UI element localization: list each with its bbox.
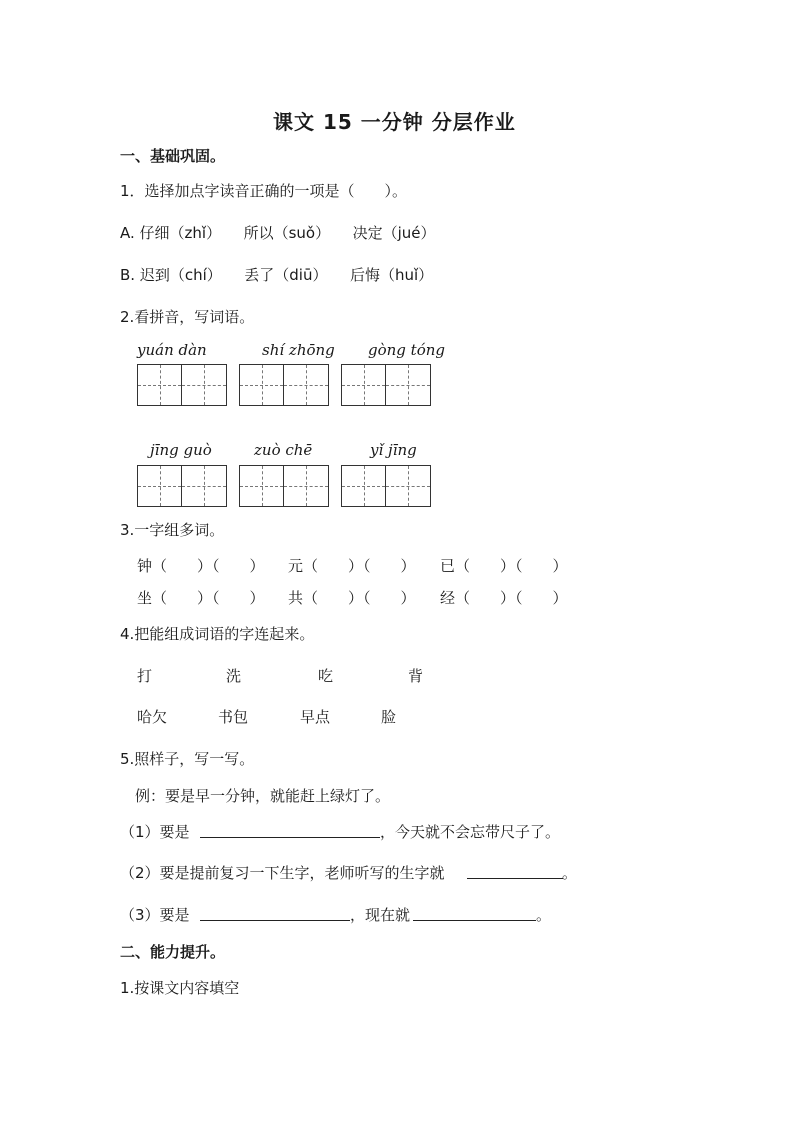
q5-sentence-1-start: （1）要是 [120, 823, 190, 841]
section-advanced-heading: 二、能力提升。 [120, 943, 226, 961]
grid-cell[interactable] [284, 364, 329, 406]
q5-example: 例：要是早一分钟，就能赶上绿灯了。 [135, 787, 391, 805]
grid-cell[interactable] [386, 465, 431, 507]
pinyin-label: jīng guò [150, 441, 212, 459]
q1-option-a: A. 仔细（zhǐ） 所以（suǒ） 决定（jué） [120, 224, 436, 242]
writing-grid[interactable] [239, 465, 329, 507]
section2-q1-prompt: 1.按课文内容填空 [120, 979, 240, 997]
q5-sentence-1-end: ，今天就不会忘带尺子了。 [380, 823, 561, 841]
q5-sentence-3-mid: ，现在就 [350, 906, 411, 924]
grid-cell[interactable] [137, 465, 182, 507]
q1-prompt: 1．选择加点字读音正确的一项是（ ）。 [120, 182, 408, 200]
grid-cell[interactable] [284, 465, 329, 507]
grid-cell[interactable] [137, 364, 182, 406]
match-top-char[interactable]: 背 [408, 667, 424, 685]
page-title: 课文 15 一分钟 分层作业 [273, 110, 516, 134]
word-group-item: 坐（ ）（ ） [137, 589, 265, 607]
grid-cell[interactable] [239, 465, 284, 507]
q5-blank-3b[interactable] [413, 920, 536, 921]
writing-grid[interactable] [239, 364, 329, 406]
match-bottom-word[interactable]: 脸 [381, 708, 397, 726]
word-group-item: 经（ ）（ ） [440, 589, 568, 607]
match-top-char[interactable]: 洗 [226, 667, 242, 685]
q4-prompt: 4.把能组成词语的字连起来。 [120, 625, 315, 643]
grid-cell[interactable] [182, 364, 227, 406]
q2-prompt: 2.看拼音，写词语。 [120, 308, 255, 326]
pinyin-label: yǐ jīng [370, 441, 417, 459]
match-top-char[interactable]: 吃 [318, 667, 334, 685]
match-bottom-word[interactable]: 早点 [300, 708, 331, 726]
writing-grid[interactable] [137, 465, 227, 507]
match-top-char[interactable]: 打 [137, 667, 153, 685]
grid-cell[interactable] [341, 364, 386, 406]
q1-option-b: B. 迟到（chí） 丢了（diū） 后悔（huǐ） [120, 266, 434, 284]
pinyin-label: zuò chē [254, 441, 313, 459]
word-group-item: 钟（ ）（ ） [137, 557, 265, 575]
pinyin-label: shí zhōng [262, 341, 335, 359]
q3-prompt: 3.一字组多词。 [120, 521, 225, 539]
q5-prompt: 5.照样子，写一写。 [120, 750, 255, 768]
q5-sentence-2-end: 。 [562, 864, 578, 882]
q5-blank-2[interactable] [467, 878, 563, 879]
writing-grid[interactable] [341, 364, 431, 406]
q5-sentence-3-start: （3）要是 [120, 906, 190, 924]
word-group-item: 元（ ）（ ） [288, 557, 416, 575]
section-basic-heading: 一、基础巩固。 [120, 147, 226, 165]
pinyin-label: yuán dàn [137, 341, 207, 359]
word-group-item: 已（ ）（ ） [440, 557, 568, 575]
grid-cell[interactable] [182, 465, 227, 507]
q5-blank-1[interactable] [200, 837, 380, 838]
q5-sentence-3-end: 。 [536, 906, 552, 924]
grid-cell[interactable] [239, 364, 284, 406]
q5-sentence-2-start: （2）要是提前复习一下生字，老师听写的生字就 [120, 864, 445, 882]
grid-cell[interactable] [341, 465, 386, 507]
writing-grid[interactable] [341, 465, 431, 507]
match-bottom-word[interactable]: 书包 [218, 708, 249, 726]
match-bottom-word[interactable]: 哈欠 [137, 708, 168, 726]
word-group-item: 共（ ）（ ） [288, 589, 416, 607]
writing-grid[interactable] [137, 364, 227, 406]
pinyin-label: gòng tóng [368, 341, 445, 359]
q5-blank-3a[interactable] [200, 920, 350, 921]
grid-cell[interactable] [386, 364, 431, 406]
